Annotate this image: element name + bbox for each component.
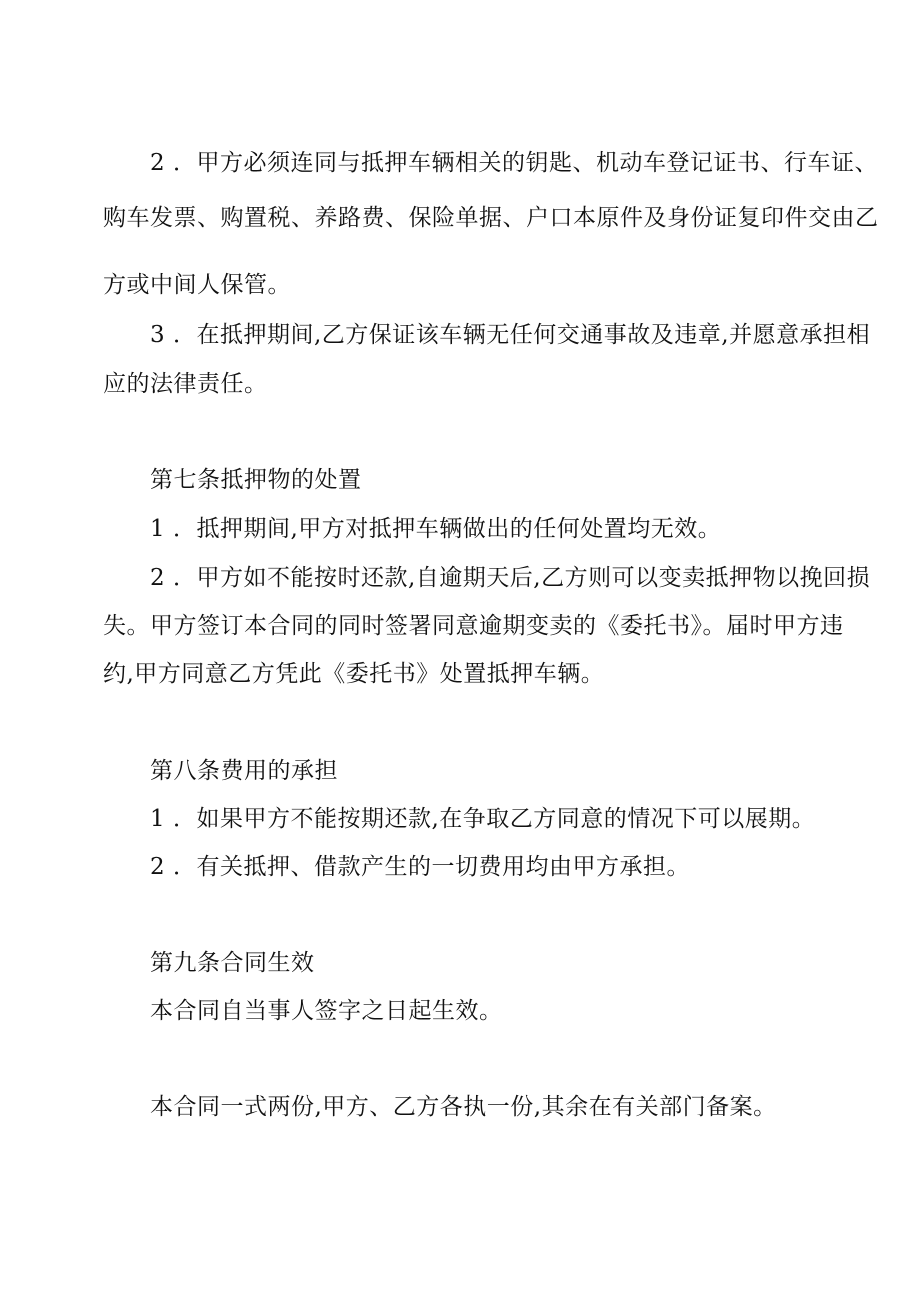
clause6-item3-line2: 应的法律责任。	[103, 371, 268, 397]
clause8-heading: 第八条费用的承担	[150, 758, 338, 784]
clause9-heading: 第九条合同生效	[150, 950, 315, 976]
clause6-item3-line1: 3 ．在抵押期间,乙方保证该车辆无任何交通事故及违章,并愿意承担相	[150, 322, 871, 348]
clause7-item2-line3: 约,甲方同意乙方凭此《委托书》处置抵押车辆。	[103, 661, 605, 687]
clause7-heading: 第七条抵押物的处置	[150, 467, 362, 493]
clause8-item2: 2 ．有关抵押、借款产生的一切费用均由甲方承担。	[150, 854, 690, 880]
closing-text: 本合同一式两份,甲方、乙方各执一份,其余在有关部门备案。	[150, 1094, 777, 1120]
clause7-item1: 1 ．抵押期间,甲方对抵押车辆做出的任何处置均无效。	[150, 516, 722, 542]
clause9-text: 本合同自当事人签字之日起生效。	[150, 998, 503, 1024]
clause6-item2-line3: 方或中间人保管。	[103, 272, 291, 298]
clause7-item2-line2: 失。甲方签订本合同的同时签署同意逾期变卖的《委托书》。届时甲方违	[103, 613, 844, 639]
clause7-item2-line1: 2 ．甲方如不能按时还款,自逾期天后,乙方则可以变卖抵押物以挽回损	[150, 565, 871, 591]
clause6-item2-line1: 2 ．甲方必须连同与抵押车辆相关的钥匙、机动车登记证书、行车证、	[150, 150, 878, 176]
clause8-item1: 1 ．如果甲方不能按期还款,在争取乙方同意的情况下可以展期。	[150, 806, 816, 832]
clause6-item2-line2: 购车发票、购置税、养路费、保险单据、户口本原件及身份证复印件交由乙	[103, 205, 879, 231]
